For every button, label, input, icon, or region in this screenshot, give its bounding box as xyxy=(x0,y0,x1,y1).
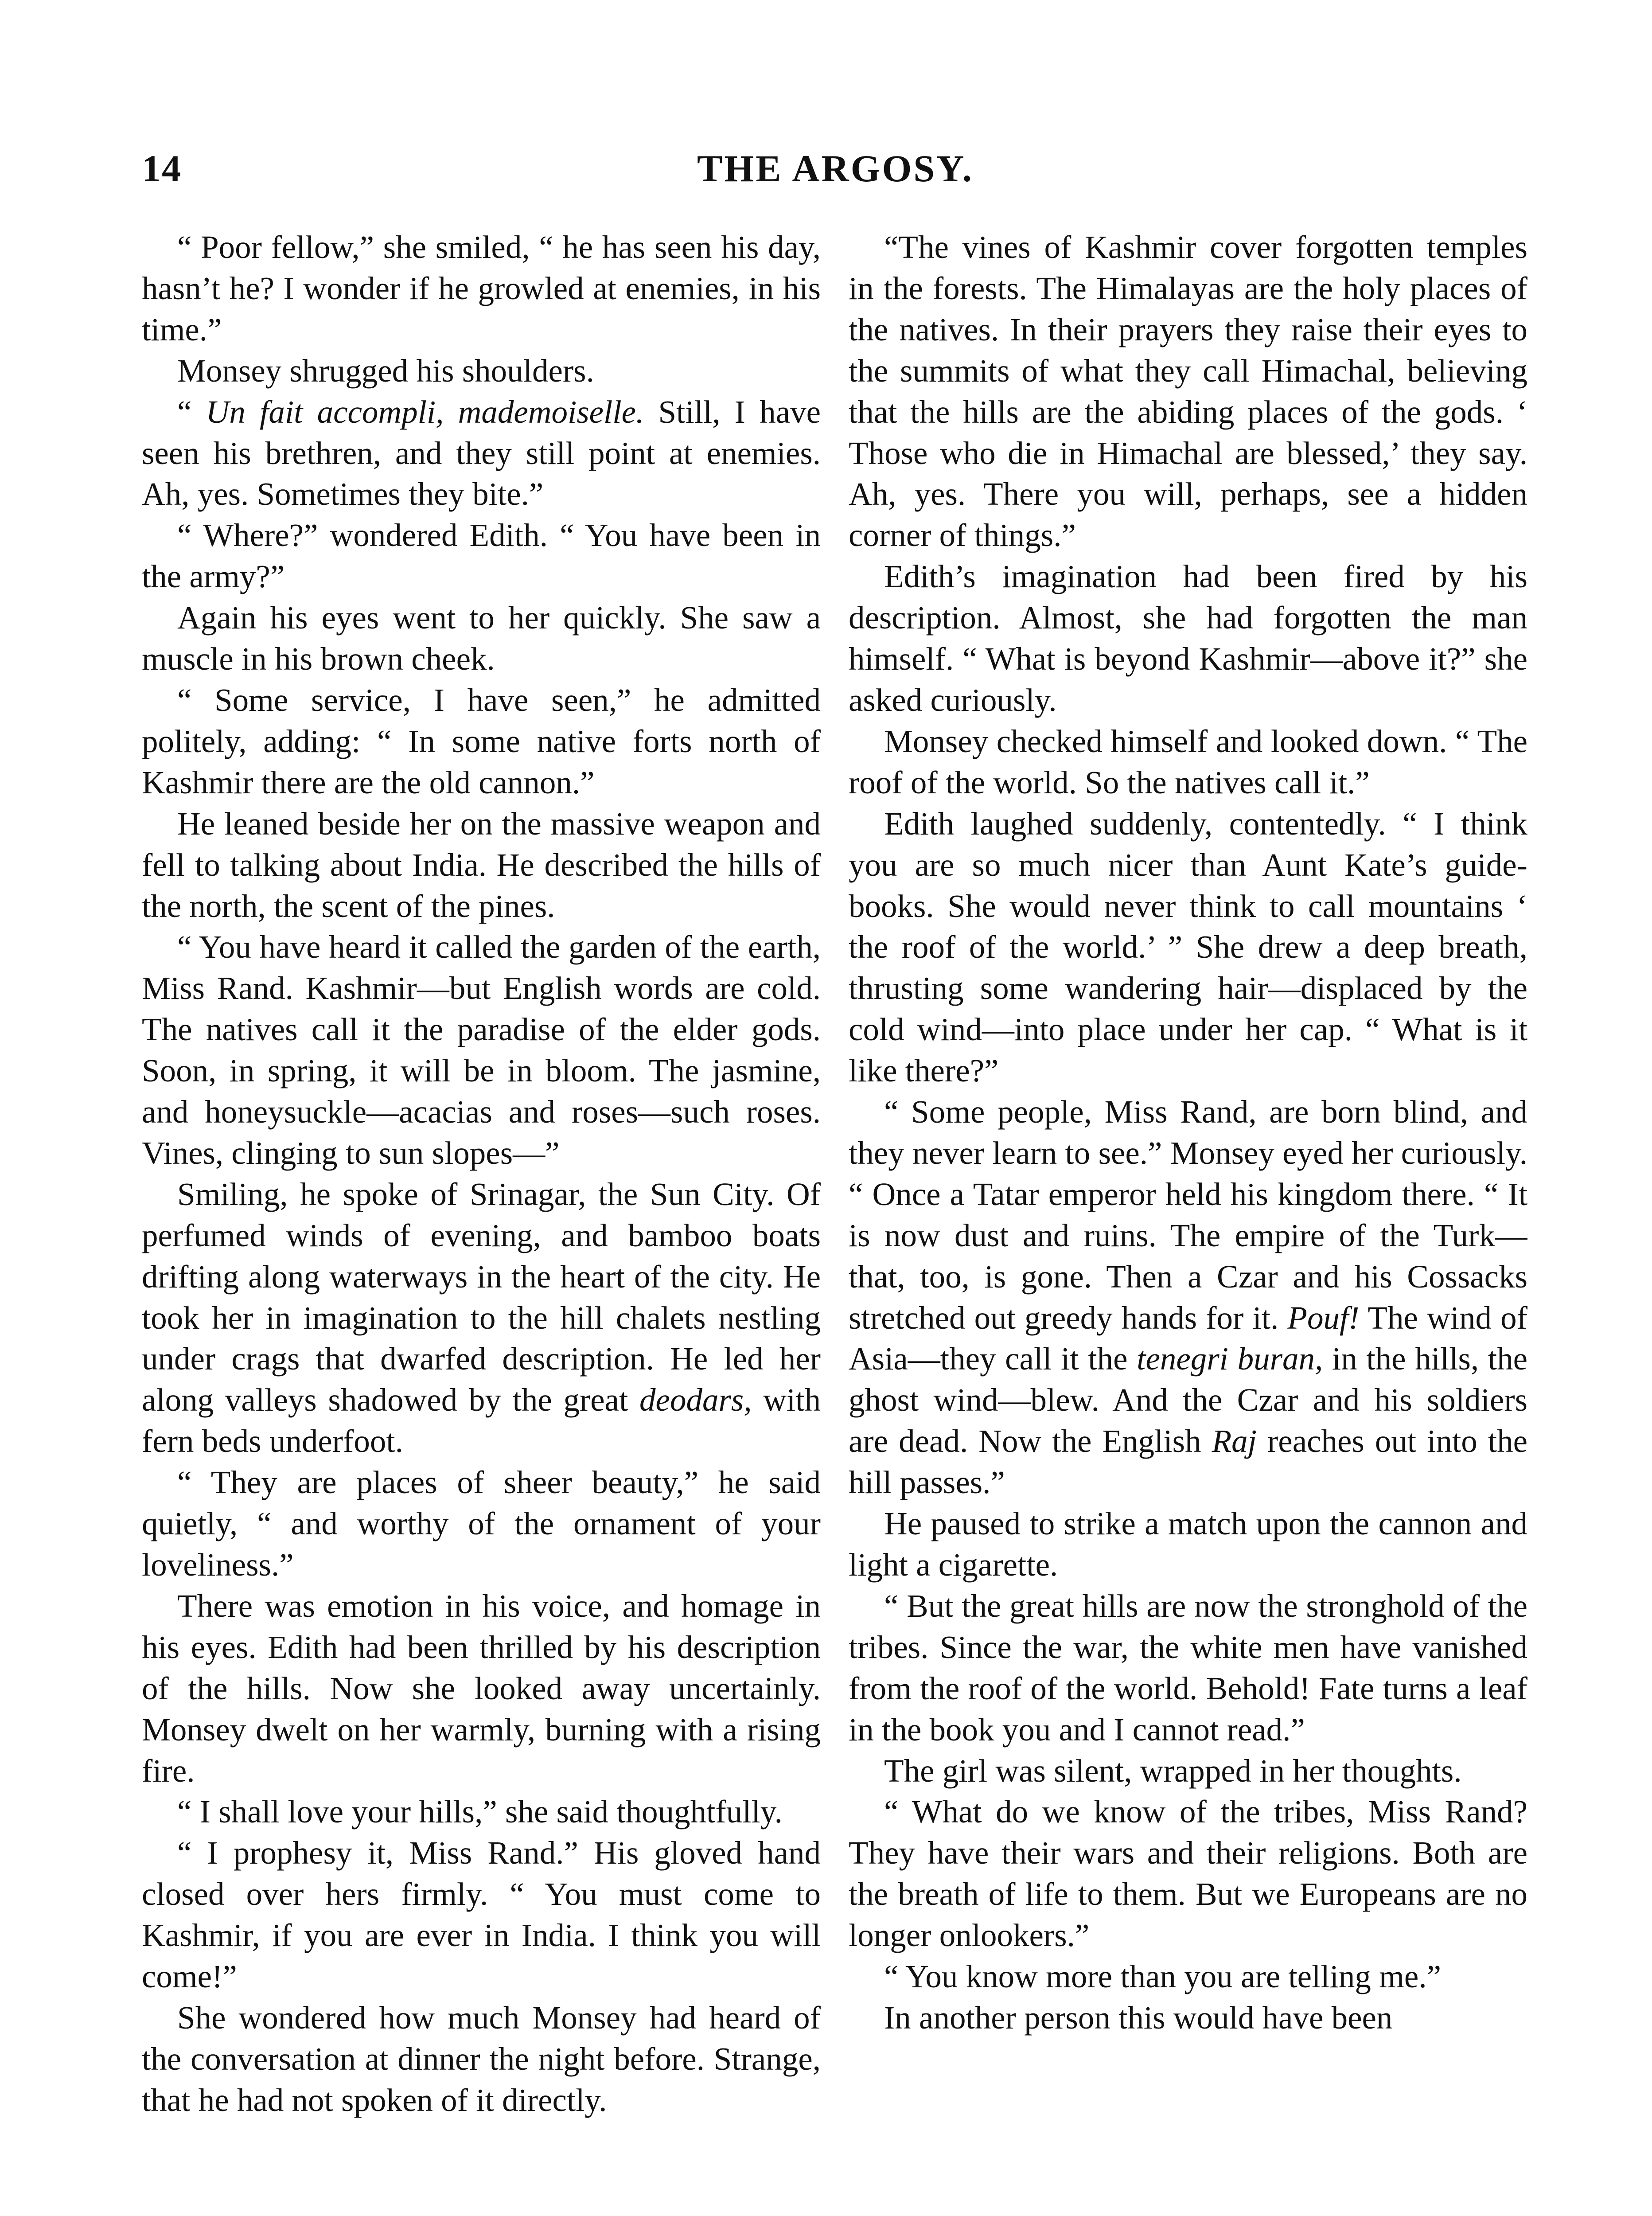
paragraph: “ I prophesy it, Miss Rand.” His gloved hand closed over hers firmly. “ You must come to Kashmir, if you are ever in India. I think you will come!” xyxy=(142,1835,821,1995)
running-title: THE ARGOSY. xyxy=(697,147,974,190)
paragraph: “ What do we know of the tribes, Miss Rand? They have their wars and their religions. Both are the breath of life to them. But we Europeans are no longer onlookers.” xyxy=(849,1794,1527,1954)
paragraph: Monsey checked himself and looked down. “ The roof of the world. So the natives call it.” xyxy=(849,723,1527,800)
paragraph: “ Some service, I have seen,” he admitted politely, adding: “ In some native forts north of Kashmir there are the old cannon.” xyxy=(142,682,821,800)
paragraph: Edith’s imagination had been fired by his description. Almost, she had forgotten the man himself. “ What is beyond Kashmir—above it?” she asked curiously. xyxy=(849,558,1527,718)
text-column-left xyxy=(142,227,821,2216)
paragraph: Smiling, he spoke of Srinagar, the Sun City. Of perfumed winds of evening, and bamboo boats drifting along waterways in the heart of the city. He took her in imagination to the hill chalets nestling under crags that dwarfed description. He led her along valleys shadowed by the great deodars, with fern beds underfoot. xyxy=(142,1176,821,1459)
page-number: 14 xyxy=(142,147,182,190)
paragraph: He leaned beside her on the massive weapon and fell to talking about India. He described the hills of the north, the scent of the pines. xyxy=(142,805,821,924)
paragraph: In another person this would have been xyxy=(884,1999,1393,2036)
paragraph: Monsey shrugged his shoulders. xyxy=(177,352,594,389)
running-header xyxy=(142,146,1529,195)
paragraph: There was emotion in his voice, and homage in his eyes. Edith had been thrilled by his description of the hills. Now she looked away uncertainly. Monsey dwelt on her warmly, burning with a rising fire. xyxy=(142,1588,821,1789)
paragraph: “ Where?” wondered Edith. “ You have been in the army?” xyxy=(142,517,821,595)
paragraph: He paused to strike a match upon the cannon and light a cigarette. xyxy=(849,1506,1527,1583)
paragraph: Again his eyes went to her quickly. She saw a muscle in his brown cheek. xyxy=(142,600,821,677)
paragraph: “The vines of Kashmir cover forgotten temples in the forests. The Himalayas are the holy places of the natives. In their prayers they raise their eyes to the summits of what they call Himachal, believing that the hills are the abiding places of the gods. ‘ Those who die in Himachal are blessed,’ they say. Ah, yes. There you will, perhaps, see a hidden corner of things.” xyxy=(849,229,1527,554)
paragraph: “ But the great hills are now the stronghold of the tribes. Since the war, the white men have vanished from the roof of the world. Behold! Fate turns a leaf in the book you and I cannot read.” xyxy=(849,1588,1527,1748)
paragraph: The girl was silent, wrapped in her thoughts. xyxy=(884,1752,1462,1789)
paragraph: “ Un fait accompli, mademoiselle. Still, I have seen his brethren, and they still point at enemies. Ah, yes. Sometimes they bite.” xyxy=(142,394,821,512)
paragraph: “ Some people, Miss Rand, are born blind, and they never learn to see.” Monsey eyed her curiously. “ Once a Tatar emperor held his kingdom there. “ It is now dust and ruins. The empire of the Turk—that, too, is gone. Then a Czar and his Cossacks stretched out greedy hands for it. Pouf! The wind of Asia—they call it the tenegri buran, in the hills, the ghost wind—blew. And the Czar and his soldiers are dead. Now the English Raj reaches out into the hill passes.” xyxy=(849,1094,1527,1501)
text-column-right xyxy=(849,227,1527,2216)
paragraph: Edith laughed suddenly, contentedly. “ I think you are so much nicer than Aunt Kate’s guide-books. She would never think to call mountains ‘ the roof of the world.’ ” She drew a deep breath, thrusting some wandering hair—displaced by the cold wind—into place under her cap. “ What is it like there?” xyxy=(849,805,1527,1089)
paragraph: “ They are places of sheer beauty,” he said quietly, “ and worthy of the ornament of your loveliness.” xyxy=(142,1464,821,1583)
paragraph: “ Poor fellow,” she smiled, “ he has seen his day, hasn’t he? I wonder if he growled at enemies, in his time.” xyxy=(142,229,821,347)
paragraph: She wondered how much Monsey had heard of the conversation at dinner the night before. Strange, that he had not spoken of it directly. xyxy=(142,1999,821,2118)
paragraph: “ I shall love your hills,” she said thoughtfully. xyxy=(177,1794,783,1830)
paragraph: “ You have heard it called the garden of the earth, Miss Rand. Kashmir—but English words are cold. The natives call it the paradise of the elder gods. Soon, in spring, it will be in bloom. The jasmine, and honeysuckle—acacias and roses—such roses. Vines, clinging to sun slopes—” xyxy=(142,929,821,1171)
paragraph: “ You know more than you are telling me.” xyxy=(884,1959,1441,1995)
